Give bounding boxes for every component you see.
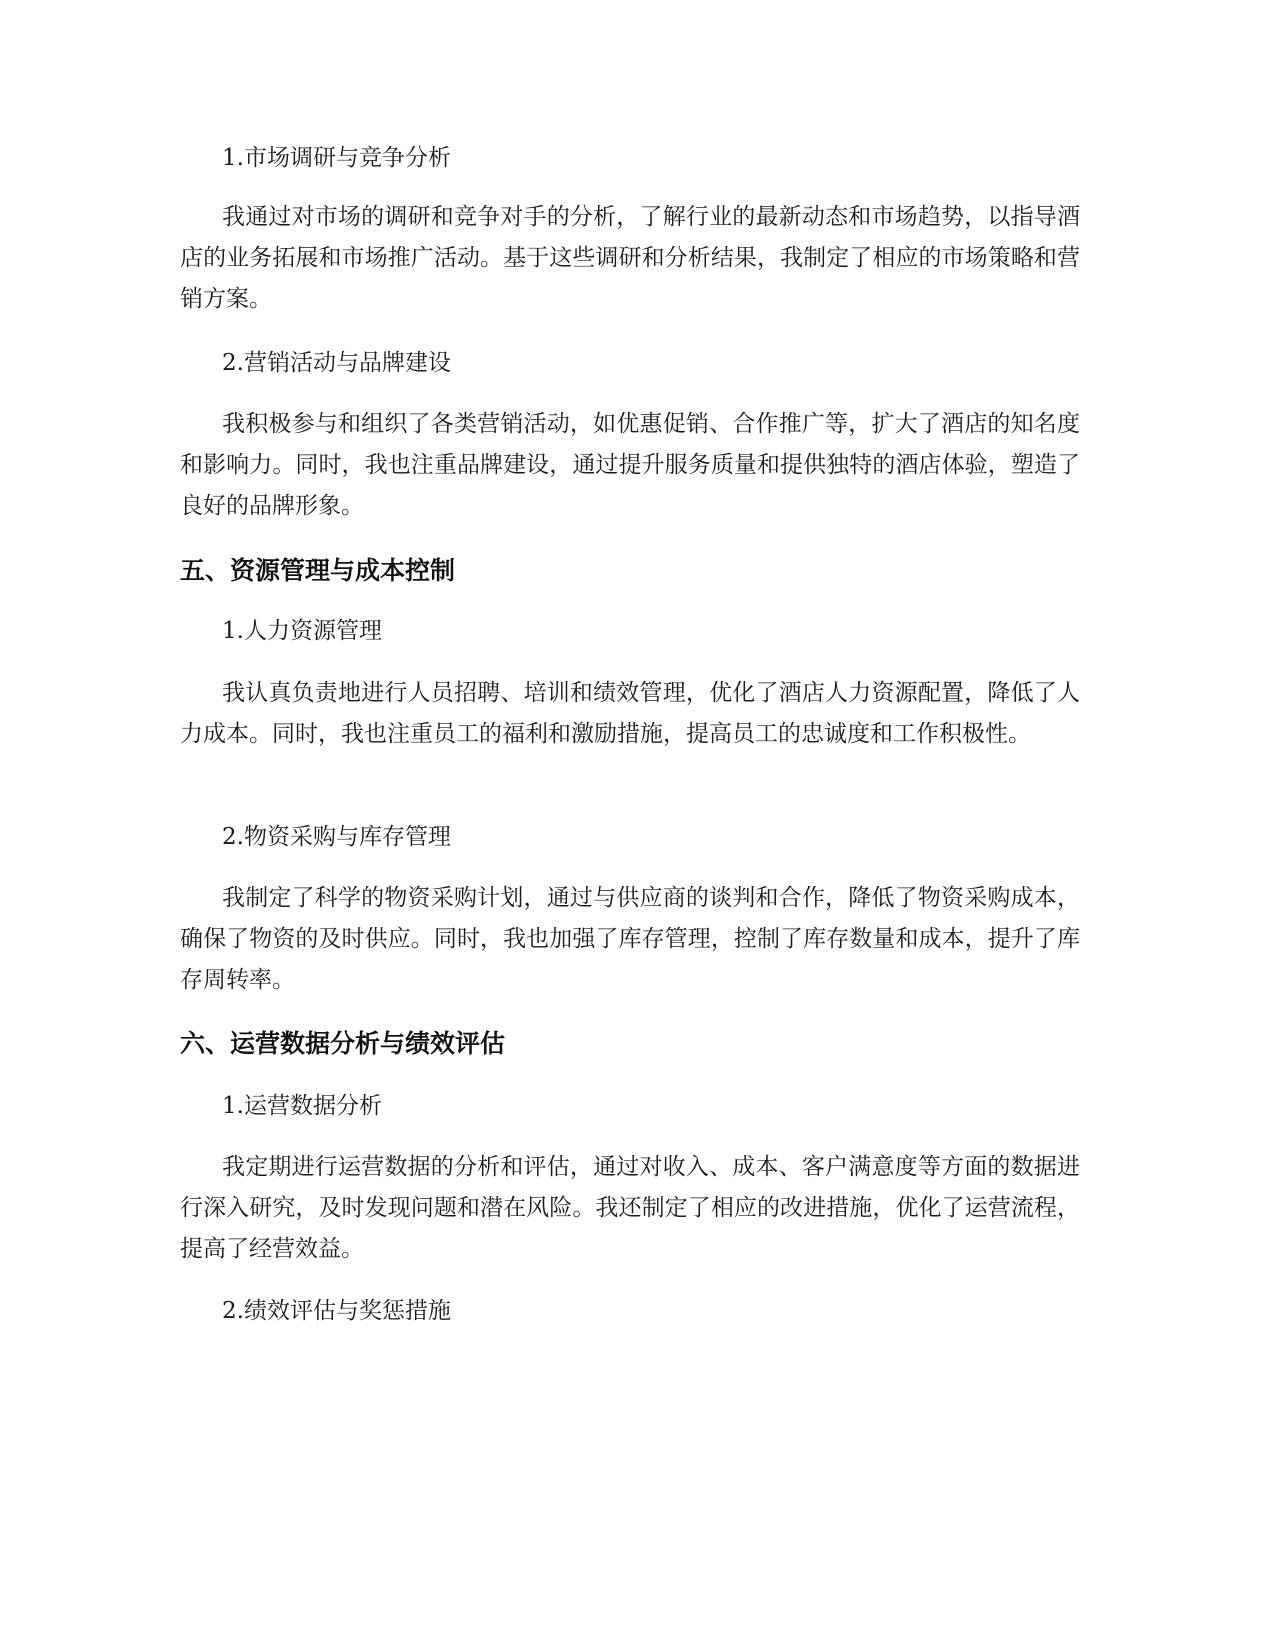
- subheading-market-research: 1.市场调研与竞争分析: [222, 145, 451, 171]
- paragraph-market-research: 我通过对市场的调研和竞争对手的分析，了解行业的最新动态和市场趋势，以指导酒店的业务拓展和市场推广活动。基于这些调研和分析结果，我制定了相应的市场策略和营销方案。: [180, 204, 1080, 312]
- section-heading-operations-performance: 六、运营数据分析与绩效评估: [180, 1029, 506, 1058]
- paragraph-human-resources: 我认真负责地进行人员招聘、培训和绩效管理，优化了酒店人力资源配置，降低了人力成本。同时，我也注重员工的福利和激励措施，提高员工的忠诚度和工作积极性。: [180, 680, 1080, 747]
- subheading-marketing-brand: 2.营销活动与品牌建设: [222, 350, 451, 376]
- paragraph-procurement-inventory: 我制定了科学的物资采购计划，通过与供应商的谈判和合作，降低了物资采购成本，确保了物资的及时供应。同时，我也加强了库存管理，控制了库存数量和成本，提升了库存周转率。: [180, 885, 1080, 993]
- section-heading-resource-cost: 五、资源管理与成本控制: [180, 556, 456, 585]
- paragraph-marketing-brand: 我积极参与和组织了各类营销活动，如优惠促销、合作推广等，扩大了酒店的知名度和影响力。同时，我也注重品牌建设，通过提升服务质量和提供独特的酒店体验，塑造了良好的品牌形象。: [180, 411, 1080, 519]
- paragraph-operations-data: 我定期进行运营数据的分析和评估，通过对收入、成本、客户满意度等方面的数据进行深入研究，及时发现问题和潜在风险。我还制定了相应的改进措施，优化了运营流程，提高了经营效益。: [180, 1154, 1080, 1262]
- subheading-human-resources: 1.人力资源管理: [222, 618, 382, 644]
- subheading-operations-data: 1.运营数据分析: [222, 1093, 382, 1119]
- subheading-procurement-inventory: 2.物资采购与库存管理: [222, 824, 451, 850]
- subheading-performance-evaluation: 2.绩效评估与奖惩措施: [222, 1298, 451, 1324]
